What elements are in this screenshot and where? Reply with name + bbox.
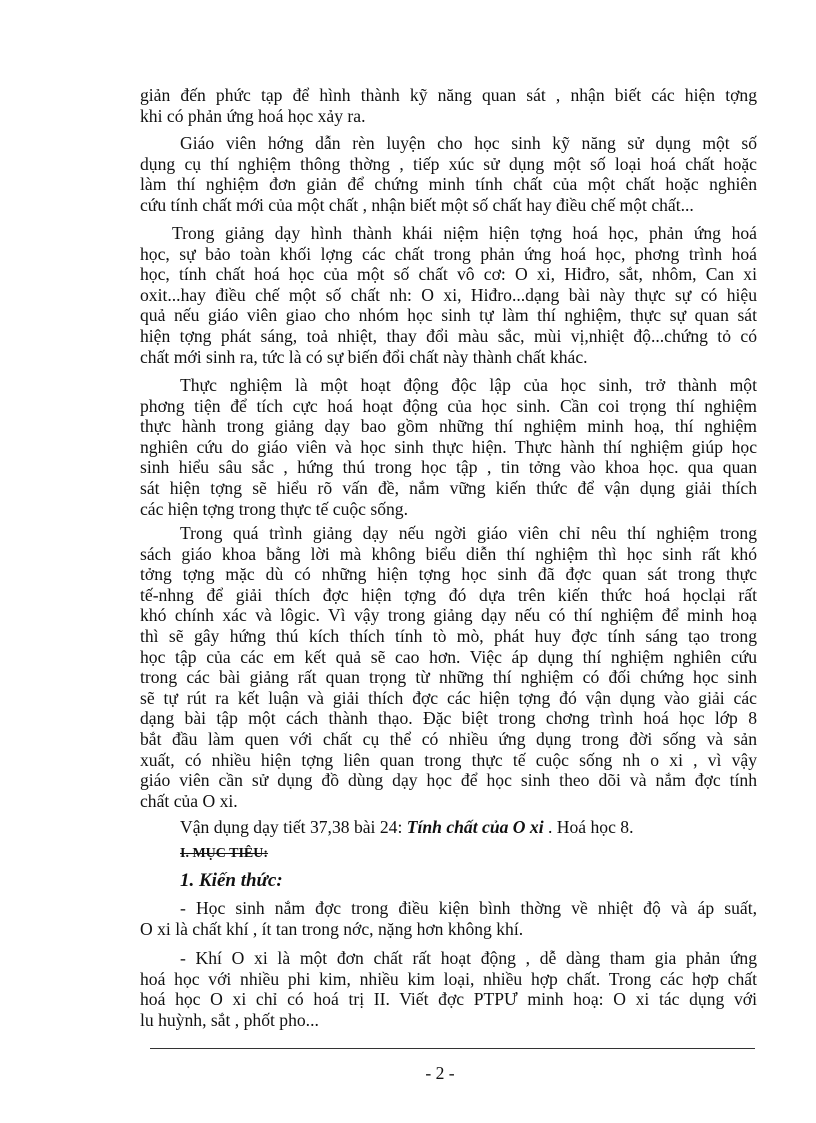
text-line: học, tính chất hoá học của một số chất vô cơ: O xi, Hiđro, sắt, nhôm, Can xi (140, 264, 757, 285)
text-line: - Khí O xi là một đơn chất rất hoạt động , dễ dàng tham gia phản ứng (180, 948, 757, 968)
text-line: giáo viên cần sử dụng đồ dùng dạy học để học sinh theo dõi và nắm đợc tính (140, 770, 757, 791)
text-line: trong các bài giảng rất quan trọng từ những thí nghiệm có đối chứng học sinh (140, 667, 757, 688)
text-line: thì sẽ gây hứng thú kích thích tính tò mò, phát huy đợc tính sáng tạo trong (140, 625, 757, 646)
text-line: Giáo viên hớng dẫn rèn luyện cho học sinh kỹ năng sử dụng một số (180, 133, 757, 153)
bullet-1 (140, 898, 757, 939)
text-line: Thực nghiệm là một hoạt động độc lập của học sinh, trở thành một (180, 375, 757, 395)
text-line: cứu tính chất mới của một chất , nhận biết một số chất hay điều chế một chất... (140, 194, 694, 215)
text-line: xuất, có nhiều hiện tợng liên quan trong thực tế cuộc sống nh o xi , vì vậy (140, 749, 757, 770)
text-line: Trong quá trình giảng dạy nếu ngời giáo viên chỉ nêu thí nghiệm trong (180, 523, 757, 543)
text-line: oxit...hay điều chế một số chất nh: O xi, Hiđro...dạng bài này thực sự có hiệu (140, 284, 757, 305)
paragraph-1 (140, 85, 757, 126)
paragraph-3 (140, 223, 757, 367)
text-line: - Học sinh nắm đợc trong điều kiện bình thờng về nhiệt độ và áp suất, (180, 898, 757, 918)
text-line: phơng tiện để tích cực hoá hoạt động của học sinh. Cần coi trọng thí nghiệm (140, 395, 757, 416)
text-line: sách giáo khoa bằng lời mà không biểu diễn thí nghiệm thì học sinh rất khó (140, 543, 757, 564)
text-line: các hiện tợng trong thực tế cuộc sống. (140, 498, 409, 519)
paragraph-4 (140, 375, 757, 519)
text-line: sát hiện tợng sẽ hiểu rõ vấn đề, nắm vững kiến thức để vận dụng giải thích (140, 477, 757, 498)
text-line: bắt đầu làm quen với chất cụ thể có nhiều ứng dụng trong đời sống và sản (140, 728, 757, 749)
text-line: thực hành trong giảng dạy bao gồm những thí nghiệm minh hoạ, thí nghiệm (140, 416, 757, 437)
text-line: lu huỳnh, sắt , phốt pho... (140, 1009, 319, 1030)
text-line: học tập của các em kết quả sẽ cao hơn. Việc áp dụng thí nghiệm nghiên cứu (140, 646, 757, 667)
footer-rule (150, 1048, 755, 1049)
text-line: học, sự bảo toàn khối lợng các chất trong phản ứng hoá học, phơng trình hoá (140, 243, 757, 264)
lesson-title: Tính chất của O xi (406, 817, 544, 837)
text-line: hiện tợng phát sáng, toả nhiệt, thay đổi màu sắc, mùi vị,nhiệt độ...chứng tỏ có (140, 325, 757, 346)
paragraph-5 (140, 523, 757, 811)
text-line: dụng cụ thí nghiệm thông thờng , tiếp xúc sử dụng một số loại hoá chất hoặc (140, 153, 757, 174)
lesson-reference (140, 817, 757, 838)
paragraph-2 (140, 133, 757, 215)
bullet-2 (140, 948, 757, 1030)
subsection-heading: 1. Kiến thức: (180, 870, 283, 891)
text-line: tế-nhng để giải thích đợc hiện tợng đó dựa trên kiến thức hoá họclại rất (140, 584, 757, 605)
text-line: nghiên cứu do giáo viên và học sinh thực hiện. Thực hành thí nghiệm giúp học (140, 436, 757, 457)
text-line: quả nếu giáo viên giao cho nhóm học sinh tự làm thí nghiệm, thực sự quan sát (140, 305, 757, 326)
text-line: giản đến phức tạp để hình thành kỹ năng quan sát , nhận biết các hiện tợng (140, 85, 757, 105)
text-line: Trong giảng dạy hình thành khái niệm hiện tợng hoá học, phản ứng hoá (172, 223, 757, 243)
text-line: hoá học O xi chỉ có hoá trị II. Viết đợc PTPƯ minh hoạ: O xi tác dụng với (140, 989, 757, 1010)
text-line: sẽ tự rút ra kết luận và giải thích đợc các hiện tợng đó vận dụng vào giải các (140, 687, 757, 708)
lesson-suffix: . Hoá học 8. (543, 817, 634, 837)
text-line: khi có phản ứng hoá học xảy ra. (140, 105, 366, 126)
text-line: chất mới sinh ra, tức là có sự biến đổi chất này thành chất khác. (140, 346, 588, 367)
text-line: làm thí nghiệm đơn giản để chứng minh tính chất của một chất hoặc nghiên (140, 174, 757, 195)
text-line: chất của O xi. (140, 790, 238, 811)
text-line: hoá học với nhiều phi kim, nhiều kim loại, nhiều hợp chất. Trong các hợp chất (140, 968, 757, 989)
lesson-prefix: Vận dụng dạy tiết 37,38 bài 24: (180, 817, 407, 837)
text-line: sinh hiểu sâu sắc , hứng thú trong học tập , tin tởng vào khoa học. qua quan (140, 457, 757, 478)
text-line: dạng bài tập một cách thành thạo. Đặc biệt trong chơng trình hoá học lớp 8 (140, 708, 757, 729)
text-line: khó chính xác và lôgic. Vì vậy trong giảng dạy nếu có thí nghiệm để minh hoạ (140, 605, 757, 626)
text-line: O xi là chất khí , ít tan trong nớc, nặng hơn không khí. (140, 918, 524, 939)
page-number: - 2 - (425, 1063, 455, 1083)
section-heading: I. MỤC TIÊU: (180, 846, 269, 861)
text-line: tởng tợng mặc dù có những hiện tợng học sinh đã đợc quan sát trong thực (140, 564, 757, 585)
